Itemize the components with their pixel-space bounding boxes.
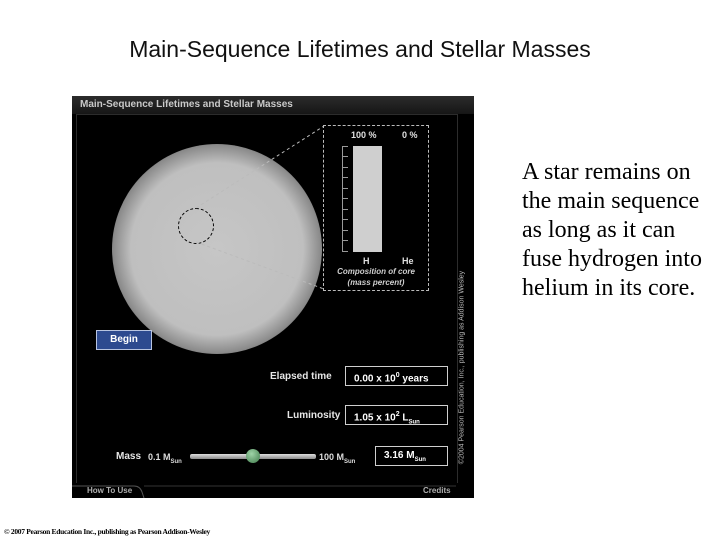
helium-label: He bbox=[402, 256, 414, 266]
slide-title: Main-Sequence Lifetimes and Stellar Masses bbox=[129, 36, 591, 62]
luminosity-value: 1.05 x $10^2$ $L_{Sun}$ bbox=[345, 405, 448, 425]
elapsed-time-label: Elapsed time bbox=[270, 371, 332, 382]
core-caption-line1: Composition of core bbox=[337, 267, 415, 276]
how-to-use-link[interactable]: How To Use bbox=[87, 486, 133, 495]
mass-value: 3.16 $M_{Sun}$ bbox=[375, 446, 448, 466]
hydrogen-percent-label: 100 % bbox=[351, 130, 377, 140]
slide-footer-copyright: © 2007 Pearson Education Inc., publishing as Pearson Addison-Wesley bbox=[4, 527, 210, 536]
credits-link[interactable]: Credits bbox=[423, 486, 451, 495]
luminosity-label: Luminosity bbox=[287, 410, 341, 421]
mass-label: Mass bbox=[116, 451, 142, 462]
bottom-bar bbox=[72, 482, 474, 498]
core-caption-line2: (mass percent) bbox=[347, 278, 405, 287]
mass-max-label: 100 $M_{Sun}$ bbox=[319, 452, 356, 465]
core-composition-panel bbox=[323, 125, 429, 291]
copyright-vertical: ©2004 Pearson Education, Inc., publishing as Addison Wesley bbox=[458, 270, 466, 465]
mass-min-label: 0.1 $M_{Sun}$ bbox=[148, 452, 182, 465]
slide-body-text: A star remains on the main sequence as long as it can fuse hydrogen into helium in its core. bbox=[522, 159, 702, 301]
simulation-title: Main-Sequence Lifetimes and Stellar Masses bbox=[80, 99, 293, 110]
mass-slider-handle[interactable] bbox=[246, 449, 260, 463]
hydrogen-gauge-bar bbox=[353, 146, 382, 252]
helium-percent-label: 0 % bbox=[402, 130, 418, 140]
elapsed-time-value: 0.00 x $10^0$ years bbox=[345, 366, 448, 386]
gauge-ticks bbox=[342, 146, 349, 252]
begin-button[interactable]: Begin bbox=[96, 330, 152, 350]
hydrogen-label: H bbox=[363, 256, 370, 266]
simulation-panel bbox=[72, 96, 474, 498]
